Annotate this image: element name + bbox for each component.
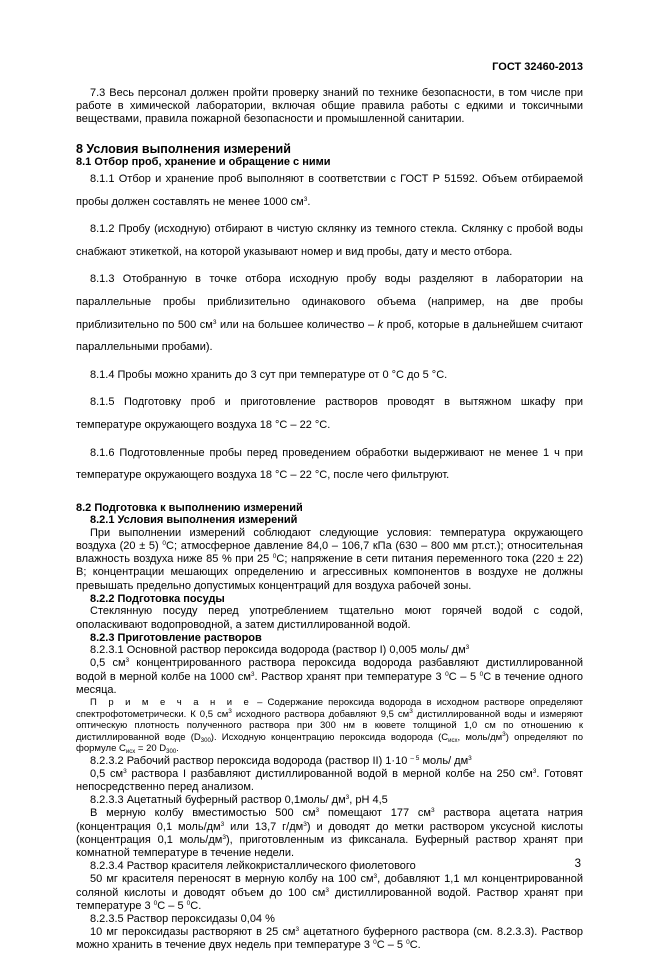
paragraph-8-2-3-3-body	[76, 807, 583, 860]
superscript: 3	[468, 754, 472, 762]
paragraph-8-1-1	[76, 168, 583, 213]
superscript: 3	[295, 926, 300, 934]
superscript: 0	[153, 899, 158, 907]
text-fragment: С – 5	[376, 939, 407, 952]
subscript: исх	[125, 749, 136, 756]
text-fragment: или на большее количество –	[216, 318, 378, 331]
text-fragment: дистиллированной воды и измеряют оптическую плотность полученного раствора при 300 нм в кювете толщиной 1,0 см по отношению к дистиллированной воде (D	[76, 708, 584, 743]
text-fragment: ацетатного буферного раствора (см. 8.2.3.3). Раствор можно хранить в течение двух недель при температуре 3	[76, 926, 584, 952]
superscript: 3	[222, 833, 226, 841]
text-fragment: исходного раствора добавляют 9,5 см	[231, 708, 410, 720]
text-fragment: ), приготовленным из фиксанала. Буферный раствор хранят при комнатной температуре в течение недели.	[76, 833, 583, 859]
text-fragment: .	[307, 195, 311, 208]
text-fragment: , моль/дм	[457, 731, 503, 743]
text-fragment: С – 5	[448, 670, 480, 683]
text-fragment: концентрированного раствора пероксида водорода разбавляют дистиллированной водой в мерной колбе на 1000 см	[76, 657, 583, 683]
superscript: 3	[315, 807, 320, 815]
superscript: 3	[250, 670, 255, 678]
superscript: 0	[272, 553, 277, 561]
text-fragment: раствора I разбавляют дистиллированной водой в мерной колбе на 250 см	[126, 767, 533, 780]
text-fragment: .	[176, 743, 179, 755]
text-fragment: ). Исходную концентрацию пероксида водорода (С	[210, 731, 449, 743]
paragraph-8-1-5: 8.1.5 Подготовку проб и приготовление растворов проводят в вытяжном шкафу при температуре окружающего воздуха 18 °С – 22 °С.	[76, 396, 583, 432]
text-fragment: С; атмосферное давление 84,0 – 106,7 кПа (630 – 800 мм рт.ст.); относительная влажность воздуха ниже 85 % при 25	[76, 540, 583, 566]
text-fragment: , рН 4,5	[349, 794, 388, 807]
paragraph-8-2-3-5-body	[76, 926, 583, 952]
section-8-1-heading: 8.1 Отбор проб, хранение и обращение с ними	[76, 155, 331, 168]
text-fragment: . Готовят непосредственно перед анализом.	[76, 767, 583, 793]
text-fragment: 10 мг пероксидазы растворяют в 25 см	[90, 926, 296, 939]
superscript: 3	[303, 195, 308, 203]
page-number: 3	[574, 858, 581, 870]
text-fragment: 0,5 см	[90, 657, 126, 670]
section-8-2-3-heading: 8.2.3 Приготовление растворов	[90, 631, 262, 644]
subscript: 300	[200, 737, 211, 744]
superscript: 3	[325, 886, 329, 894]
superscript: 3	[373, 873, 378, 881]
document-code: ГОСТ 32460-2013	[492, 61, 583, 73]
text-fragment: раствора ацетата натрия (концентрация 0,1 моль/дм	[76, 807, 583, 833]
superscript: 3	[409, 707, 413, 715]
text-fragment: 0,5 см	[90, 767, 124, 780]
superscript: 3	[228, 707, 232, 715]
text-fragment: 8.2.3.3 Ацетатный буферный раствор 0,1моль/ дм	[90, 794, 346, 807]
text-fragment: ) и доводят до метки раствором уксусной кислоты (концентрация 0,1 моль/дм	[76, 820, 583, 846]
superscript: 3	[220, 820, 225, 828]
text-fragment: 8.2.3.1 Основной раствор пероксида водорода (раствор I) 0,005 моль/ дм	[90, 644, 466, 657]
text-fragment: В мерную колбу вместимостью 500 см	[90, 807, 316, 820]
text-fragment: помещают 177 см	[319, 807, 431, 820]
paragraph-8-2-3-4-body	[76, 873, 583, 913]
paragraph-7-3: 7.3 Весь персонал должен пройти проверку знаний по технике безопасности, в том числе при работе в химической лаборатории, включая общие правила работы с едкими и токсичными веществами, правила пожарной безопасности и промышленной санитарии.	[76, 87, 583, 126]
paragraph-8-2-3-2-title	[76, 755, 583, 768]
superscript: 3	[532, 767, 537, 775]
superscript: 0	[373, 939, 377, 947]
superscript: 0	[445, 670, 449, 678]
text-fragment: С; напряжение в сети питания переменного тока (220 ± 22) В; концентрации мешающих определению и агрессивных компонентов в воздухе не должны превышать предельно допустимых концентраций для воздуха рабочей зоны.	[76, 553, 584, 592]
text-fragment: С в течение одного месяца.	[76, 670, 584, 696]
text-fragment: дистиллированной водой. Раствор хранят при температуре 3	[76, 886, 583, 912]
text-fragment: проб, которые в дальнейшем считают параллельными пробами).	[76, 318, 583, 354]
superscript: 3	[303, 820, 307, 828]
paragraph-8-1-3	[76, 268, 583, 358]
text-fragment: – Содержание пероксида водорода в исходном растворе определяют спектрофотометрически. К 0,5 см	[76, 697, 583, 720]
section-8-2-1-heading: 8.2.1 Условия выполнения измерений	[90, 514, 298, 527]
subscript: 300	[166, 749, 177, 756]
text-fragment: или 13,7 г/дм	[224, 820, 304, 833]
text-fragment: С – 5	[157, 899, 187, 912]
superscript: – 5	[410, 754, 420, 762]
paragraph-8-2-1	[76, 527, 583, 593]
text-fragment: моль/ дм	[419, 754, 469, 767]
section-8-2-2-heading: 8.2.2 Подготовка посуды	[90, 592, 225, 605]
superscript: 3	[502, 730, 506, 738]
paragraph-8-1-2: 8.1.2 Пробу (исходную) отбирают в чистую склянку из темного стекла. Склянку с пробой воды снабжают этикеткой, на которой указывают номер и вид пробы, дату и место отбора.	[76, 223, 583, 258]
text-fragment: 8.1.3 Отобранную в точке отбора исходную пробу воды разделяют в лаборатории на параллельные пробы приблизительно одинакового объема (например, на две пробы приблизительно по 500 см	[76, 273, 583, 331]
superscript: 3	[123, 767, 127, 775]
text-fragment: 8.2.3.2 Рабочий раствор пероксида водорода (раствор II) 1·10	[90, 754, 411, 767]
superscript: 0	[186, 899, 191, 907]
text-fragment: С.	[190, 899, 202, 912]
note-paragraph	[76, 697, 583, 755]
subscript: исх	[448, 737, 458, 744]
document-body	[76, 87, 583, 953]
superscript: 3	[431, 807, 435, 815]
superscript: 0	[162, 540, 167, 548]
text-fragment: С.	[409, 939, 421, 952]
paragraph-8-2-3-4-title: 8.2.3.4 Раствор красителя лейкокристаллического фиолетового	[90, 860, 416, 873]
section-8-2-heading: 8.2 Подготовка к выполнению измерений	[76, 501, 303, 514]
text-fragment: = 20 D	[135, 743, 167, 755]
text-fragment: 8.1.1 Отбор и хранение проб выполняют в соответствии с ГОСТ Р 51592. Объем отбираемой пробы должен составлять не менее 1000 см	[76, 173, 583, 208]
paragraph-8-2-3-1-title	[76, 644, 583, 657]
paragraph-8-2-3-5-title: 8.2.3.5 Раствор пероксидазы 0,04 %	[90, 913, 275, 925]
text-fragment: . Раствор хранят при температуре 3	[254, 670, 446, 683]
superscript: 3	[125, 657, 130, 665]
paragraph-8-2-3-1-body	[76, 657, 583, 697]
superscript: 3	[465, 644, 470, 652]
text-fragment: ) определяют по формуле С	[76, 731, 584, 755]
text-fragment: При выполнении измерений соблюдают следующие условия: температура окружающего воздуха (20 ± 5)	[76, 526, 583, 553]
paragraph-8-2-2: Стеклянную посуду перед употреблением тщательно моют горячей водой с содой, ополаскивают водопроводной, а затем дистиллированной водой.	[76, 605, 583, 631]
superscript: 0	[406, 939, 410, 947]
paragraph-8-2-3-2-body	[76, 768, 583, 794]
paragraph-8-1-4: 8.1.4 Пробы можно хранить до 3 сут при температуре от 0 °С до 5 °С.	[90, 368, 448, 381]
superscript: 0	[479, 670, 484, 678]
text-fragment: , добавляют 1,1 мл концентрированной соляной кислоты и доводят объем до 100 см	[76, 873, 583, 899]
italic-variable: k	[377, 318, 384, 331]
paragraph-8-2-3-3-title	[76, 794, 583, 807]
text-fragment: 50 мг красителя переносят в мерную колбу на 100 см	[90, 873, 374, 886]
superscript: 3	[212, 318, 217, 326]
superscript: 3	[345, 794, 350, 802]
paragraph-8-1-6: 8.1.6 Подготовленные пробы перед проведением обработки выдерживают не менее 1 ч при температуре окружающего воздуха 18 °С – 22 °С, после чего фильтруют.	[76, 446, 583, 482]
section-8-heading: 8 Условия выполнения измерений	[76, 141, 291, 156]
note-label: П р и м е ч а н и е	[90, 697, 253, 709]
